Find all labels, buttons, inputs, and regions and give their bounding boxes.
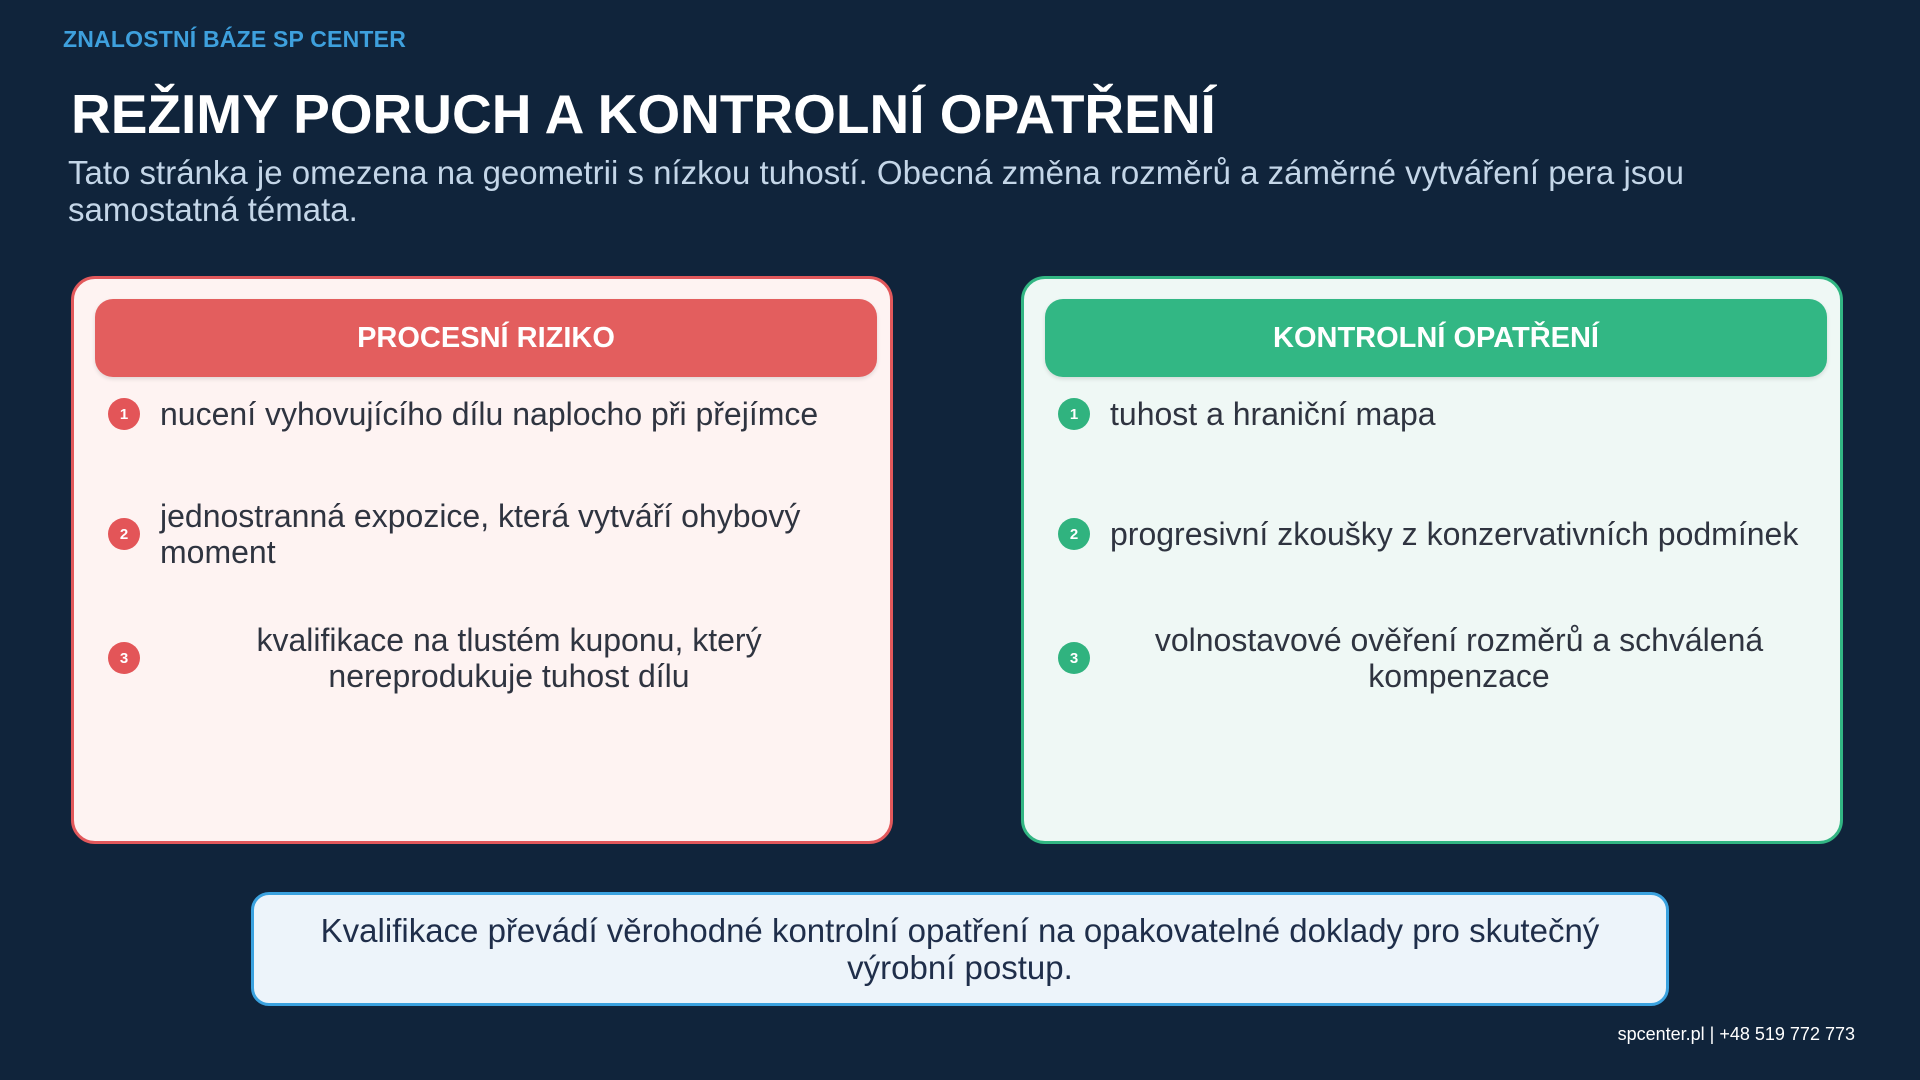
control-item-3 [1058, 618, 1818, 698]
risk-item-3 [108, 618, 868, 698]
process-risk-card [71, 276, 893, 844]
number-badge: 1 [1058, 398, 1090, 430]
risk-item-2 [108, 494, 868, 574]
page-title: REŽIMY PORUCH A KONTROLNÍ OPATŘENÍ [71, 83, 1216, 145]
control-item-text: tuhost a hraniční mapa [1110, 396, 1436, 432]
control-item-2 [1058, 494, 1818, 574]
risk-item-text: jednostranná expozice, která vytváří ohybový moment [160, 498, 801, 570]
control-item-text: progresivní zkoušky z konzervativních podmínek [1110, 516, 1799, 552]
control-measures-card [1021, 276, 1843, 844]
control-measures-header: KONTROLNÍ OPATŘENÍ [1045, 299, 1827, 377]
number-badge: 3 [1058, 642, 1090, 674]
brand-label: ZNALOSTNÍ BÁZE SP CENTER [63, 26, 407, 52]
number-badge: 2 [1058, 518, 1090, 550]
risk-item-text: nucení vyhovujícího dílu naplocho při přejímce [160, 396, 819, 432]
risk-item-1 [108, 374, 868, 454]
number-badge: 1 [108, 398, 140, 430]
process-risk-header: PROCESNÍ RIZIKO [95, 299, 877, 377]
control-item-1 [1058, 374, 1818, 454]
summary-box: Kvalifikace převádí věrohodné kontrolní opatření na opakovatelné doklady pro skutečný výrobní postup. [251, 892, 1669, 1006]
control-item-text: volnostavové ověření rozměrů a schválená kompenzace [1154, 622, 1764, 694]
number-badge: 2 [108, 518, 140, 550]
footer-contact: spcenter.pl | +48 519 772 773 [1617, 1024, 1855, 1044]
page-subtitle: Tato stránka je omezena na geometrii s nízkou tuhostí. Obecná změna rozměrů a záměrné vytváření pera jsou samostatná témata. [68, 154, 1684, 228]
number-badge: 3 [108, 642, 140, 674]
risk-item-text: kvalifikace na tlustém kuponu, který nereprodukuje tuhost dílu [256, 622, 762, 694]
